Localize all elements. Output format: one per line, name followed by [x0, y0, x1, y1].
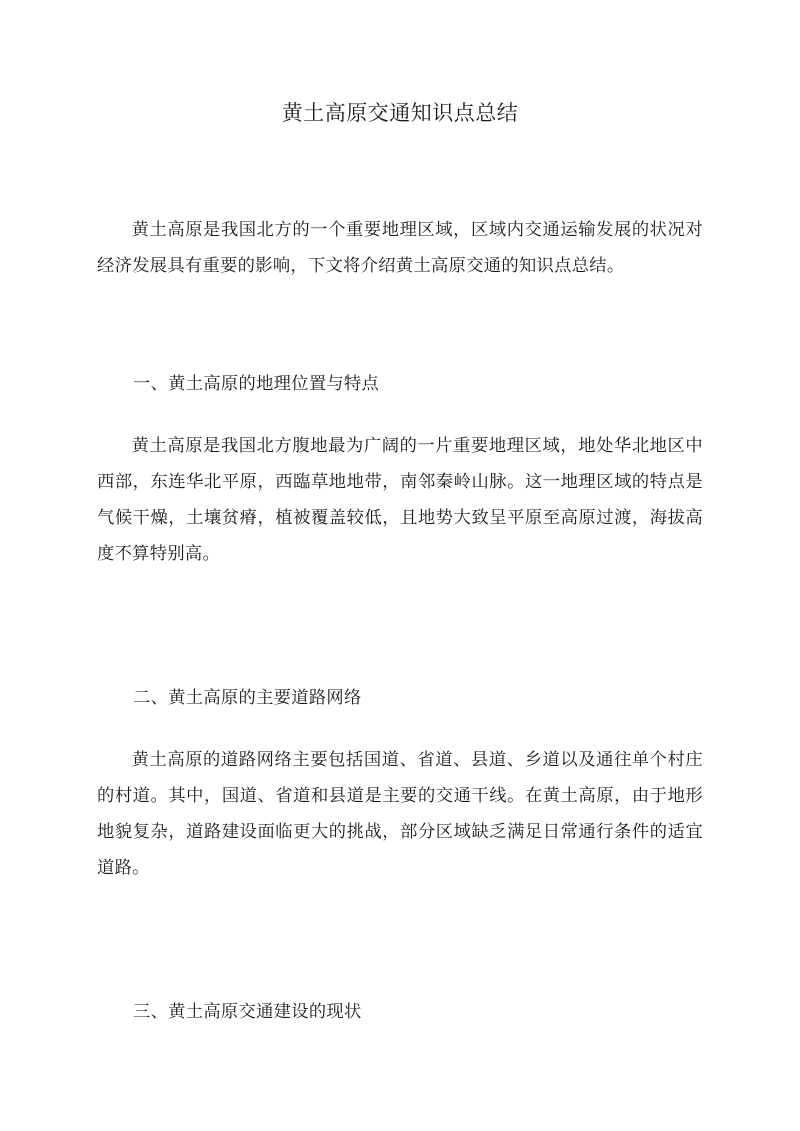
document-title: 黄土高原交通知识点总结 — [281, 101, 519, 125]
section-1-heading: 一、黄土高原的地理位置与特点 — [133, 374, 380, 394]
section-2-heading: 二、黄土高原的主要道路网络 — [133, 688, 362, 708]
section-1-body: 黄土高原是我国北方腹地最为广阔的一片重要地理区域，地处华北地区中西部，东连华北平原，西臨草地地带，南邻秦岭山脉。这一地理区域的特点是气候干燥，土壤贫瘠，植被覆盖较低，且地势大致呈平原至高原过渡，海拔高度不算特别高。 — [97, 436, 703, 564]
intro-paragraph: 黄土高原是我国北方的一个重要地理区域，区域内交通运输发展的状况对经济发展具有重要的影响，下文将介绍黄土高原交通的知识点总结。 — [97, 220, 703, 276]
section-3-heading: 三、黄土高原交通建设的现状 — [133, 1002, 362, 1022]
section-2-body: 黄土高原的道路网络主要包括国道、省道、县道、乡道以及通往单个村庄的村道。其中，国道、省道和县道是主要的交通干线。在黄土高原，由于地形地貌复杂，道路建设面临更大的挑战，部分区域缺乏满足日常通行条件的适宜道路。 — [97, 750, 703, 878]
